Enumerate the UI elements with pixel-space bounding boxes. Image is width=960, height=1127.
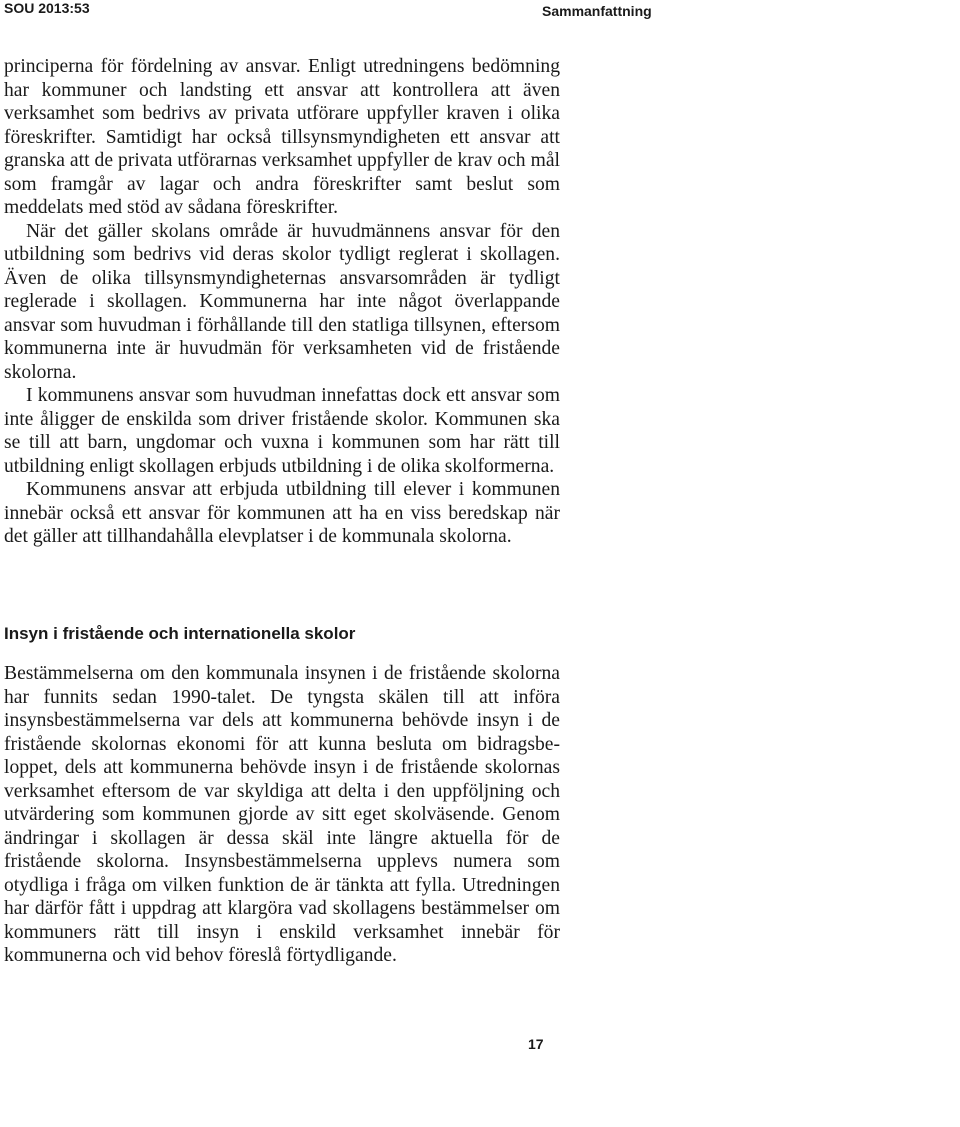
document-reference: SOU 2013:53 — [4, 0, 90, 16]
body-text — [4, 55, 560, 549]
section-heading: Insyn i fristående och internationella skolor — [4, 624, 356, 643]
paragraph: I kommunens ansvar som huvudman innefattas dock ett ansvar som inte åligger de enskilda som driver fristående skolor. Kommunen ska se till att barn, ungdomar och vuxna i kommunen som har rätt till utbildning enligt skollagen erbjuds utbildning i de olika skolformerna. — [4, 385, 560, 477]
paragraph: När det gäller skolans område är huvudmännens ansvar för den utbildning som bedrivs vid deras skolor tydligt reglerat i skollagen. Även de olika tillsynsmyndigheternas ansvarsområden är tydligt reglerade i skollagen. Kommunerna har inte något överlappande ansvar som huvudman i förhållande till den statliga tillsynen, eftersom kommunerna inte är huvudmän för verksamheten vid de fristående skolorna. — [4, 220, 560, 383]
paragraph: principerna för fördelning av ansvar. Enligt utredningens bedömning har kommuner och landsting ett ansvar att kontrollera att även verksamhet som bedrivs av privata utförare uppfyller kraven i olika föreskrifter. Samtidigt har också tillsynsmyndigheten ett ansvar att granska att de privata utförarnas verksamhet uppfyller de krav och mål som framgår av lagar och andra föreskrifter samt beslut som meddelats med stöd av sådana föreskrifter. — [4, 56, 560, 218]
page-number: 17 — [528, 1036, 544, 1052]
chapter-title: Sammanfattning — [542, 3, 652, 19]
running-header — [0, 0, 960, 22]
paragraph: Bestämmelserna om den kommunala insynen i de fristående skolorna har funnits sedan 1990-talet. De tyngsta skälen till att införa insynsbestämmelserna var dels att kommunerna behövde insyn i de fristående skolornas ekonomi för att kunna besluta om bidragsbeloppet, dels att kommunerna behövde insyn i de fristående skolornas verksamhet eftersom de var skyldiga att delta i den uppföljning och utvärdering som kommunen gjorde av sitt eget skolväsende. Genom ändringar i skollagen är dessa skäl inte längre aktuella för de fristående skolorna. Insynsbestämmelserna upplevs numera som otydliga i fråga om vilken funktion de är tänkta att fylla. Utredningen har därför fått i uppdrag att klargöra vad skollagens bestämmelser om kommuners rätt till insyn i enskild verksamhet innebär för kommunerna och vid behov föreslå förtydligande. — [4, 663, 560, 966]
paragraph: Kommunens ansvar att erbjuda utbildning till elever i kommunen innebär också ett ansvar för kommunen att ha en viss beredskap när det gäller att tillhandahålla elevplatser i de kommunala skolorna. — [4, 479, 560, 547]
section-body — [4, 662, 560, 968]
